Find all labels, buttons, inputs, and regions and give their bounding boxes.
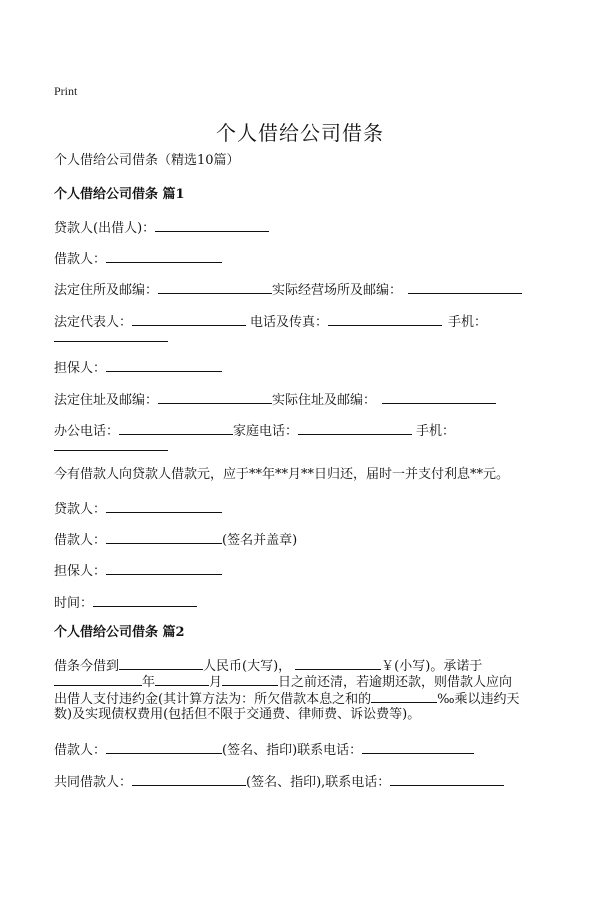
co-borrower-row <box>54 773 504 791</box>
lender-row <box>54 219 269 237</box>
s2-borrower-phone-blank[interactable] <box>362 741 474 754</box>
section1-heading-text: 个人借给公司借条 篇1 <box>54 187 185 202</box>
business-address-label: 实际经营场所及邮编： <box>272 283 403 298</box>
sign-note: (签名并盖章) <box>222 533 298 548</box>
sign-lender-blank[interactable] <box>106 500 222 513</box>
legal-address-blank[interactable] <box>158 281 272 294</box>
s2-borrower-blank[interactable] <box>106 741 222 754</box>
s2-p3-a: 出借人支付违约金(其计算方法为：所欠借款本息之和的 <box>54 692 372 707</box>
sign-borrower-label: 借款人： <box>54 533 107 548</box>
borrower-blank[interactable] <box>106 250 222 263</box>
section2-line4 <box>54 707 420 723</box>
office-phone-blank[interactable] <box>119 422 233 435</box>
time-label: 时间： <box>54 596 94 611</box>
s2-p1-a: 借条今借到 <box>54 659 120 674</box>
page-title: 个人借给公司借条 <box>216 121 384 145</box>
mobile-blank[interactable] <box>54 329 168 342</box>
section2-line3 <box>54 690 520 708</box>
subtitle-text: 个人借给公司借条（精选10篇） <box>54 153 240 168</box>
s2-borrower-note: (签名、指印)联系电话： <box>222 743 363 758</box>
home-phone-label: 家庭电话： <box>233 424 299 439</box>
actual-addr-label: 实际住址及邮编： <box>272 393 377 408</box>
penalty-rate-blank[interactable] <box>371 690 437 703</box>
borrower-label: 借款人： <box>54 252 107 267</box>
home-phone-blank[interactable] <box>298 422 412 435</box>
s2-p1-b: 人民币(大写)， <box>203 659 292 674</box>
lender-label: 贷款人(出借人)： <box>54 221 156 236</box>
sign-guarantor-blank[interactable] <box>106 562 222 575</box>
guarantor-row <box>54 359 222 377</box>
borrower-row <box>54 250 222 268</box>
mobile2-label: 手机： <box>416 424 456 439</box>
section2-line2 <box>54 673 512 691</box>
legal-addr2-blank[interactable] <box>158 391 272 404</box>
sign-guarantor-label: 担保人： <box>54 564 107 579</box>
phone-fax-label: 电话及传真： <box>250 315 329 330</box>
sign-guarantor-row <box>54 562 222 580</box>
mobile2-blank[interactable] <box>54 438 168 451</box>
mobile2-blank-row <box>54 438 168 456</box>
sign-borrower-blank[interactable] <box>106 531 222 544</box>
legal-rep-label: 法定代表人： <box>54 315 133 330</box>
section1-heading <box>54 187 185 203</box>
legal-addr2-row <box>54 391 496 409</box>
sign-lender-label: 贷款人： <box>54 502 107 517</box>
sign-lender-row <box>54 500 222 518</box>
s2-p2-b: 月 <box>209 675 223 690</box>
guarantor-label: 担保人： <box>54 361 107 376</box>
document-subtitle <box>54 153 240 169</box>
sign-borrower-row <box>54 531 297 549</box>
year-blank[interactable] <box>54 673 142 686</box>
lender-name-blank[interactable] <box>119 657 203 670</box>
s2-p2-c: 日之前还清，若逾期还款，则借款人应向 <box>278 675 513 690</box>
co-borrower-label: 共同借款人： <box>54 775 133 790</box>
co-borrower-phone-blank[interactable] <box>390 773 504 786</box>
legal-rep-blank[interactable] <box>132 313 246 326</box>
amount-uppercase-blank[interactable] <box>295 657 381 670</box>
mobile-blank-row <box>54 329 168 347</box>
legal-addr2-label: 法定住址及邮编： <box>54 393 159 408</box>
loan-statement <box>54 467 509 483</box>
co-borrower-blank[interactable] <box>132 773 246 786</box>
guarantor-blank[interactable] <box>106 359 222 372</box>
time-row <box>54 594 197 612</box>
s2-p1-c: ￥(小写)。承诺于 <box>381 659 483 674</box>
section2-heading <box>54 625 185 641</box>
mobile-label: 手机： <box>448 315 488 330</box>
actual-addr-blank[interactable] <box>382 391 496 404</box>
lender-blank[interactable] <box>155 219 269 232</box>
section2-heading-text: 个人借给公司借条 篇2 <box>54 625 185 640</box>
address-row <box>54 281 522 299</box>
s2-borrower-label: 借款人： <box>54 743 107 758</box>
time-blank[interactable] <box>93 594 197 607</box>
s2-borrower-row <box>54 741 474 759</box>
office-phone-label: 办公电话： <box>54 424 120 439</box>
s2-p3-b: ‰乘以违约天 <box>437 692 520 707</box>
s2-p4: 数)及实现债权费用(包括但不限于交通费、律师费、诉讼费等)。 <box>54 707 421 722</box>
legal-address-label: 法定住所及邮编： <box>54 283 159 298</box>
phone-fax-blank[interactable] <box>328 313 442 326</box>
loan-statement-text: 今有借款人向贷款人借款元，应于**年**月**日归还，届时一并支付利息**元。 <box>54 467 510 482</box>
print-label[interactable]: Print <box>54 84 78 98</box>
day-blank[interactable] <box>222 673 278 686</box>
co-borrower-note: (签名、指印),联系电话： <box>246 775 391 790</box>
month-blank[interactable] <box>155 673 209 686</box>
s2-p2-a: 年 <box>142 675 156 690</box>
business-address-blank[interactable] <box>408 281 522 294</box>
